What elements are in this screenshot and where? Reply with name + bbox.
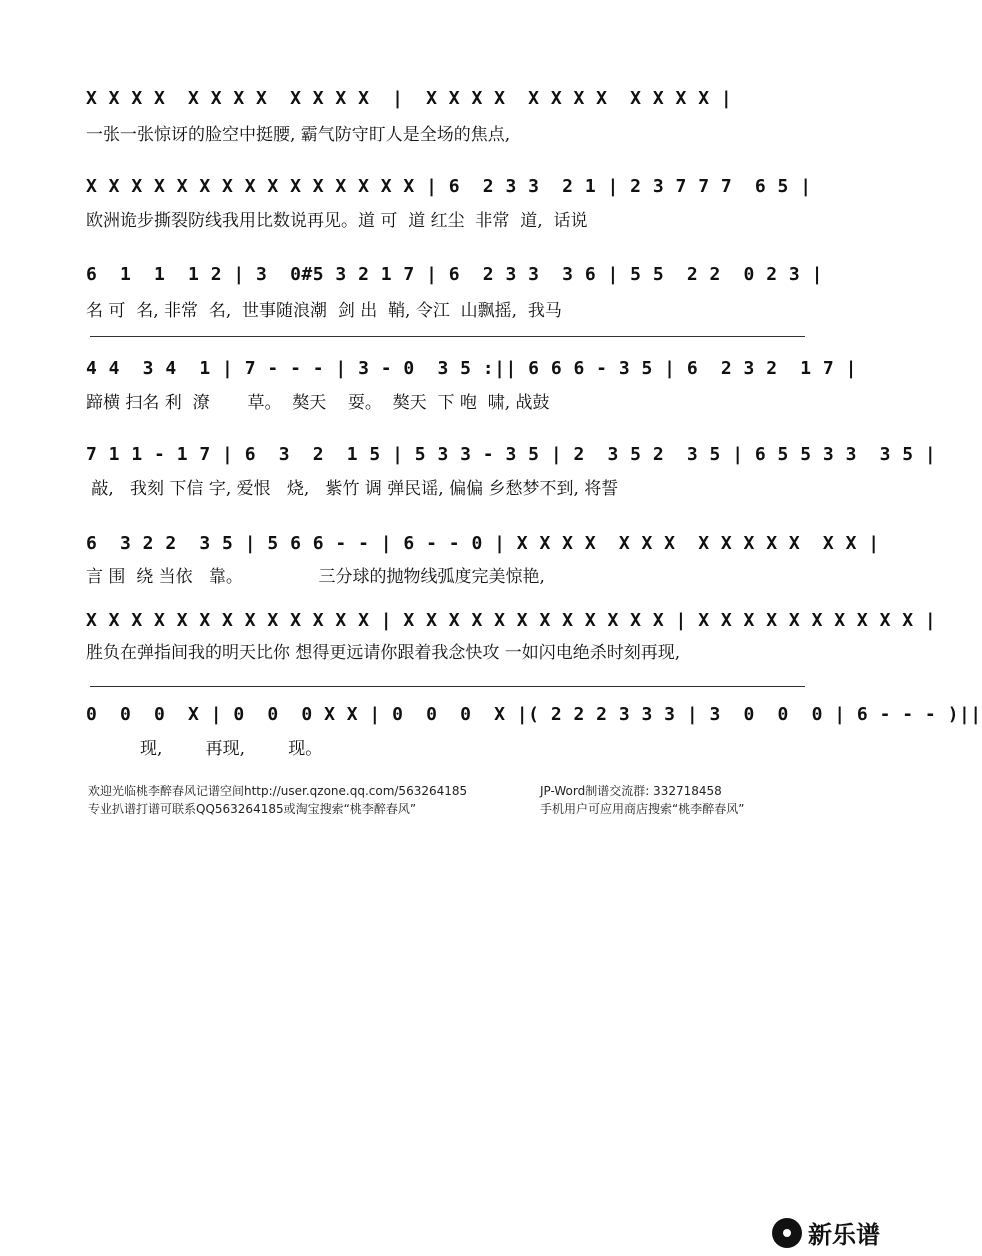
notation-row: X X X X X X X X X X X X X X X | 6 2 3 3 2 1 | 2 3 7 7 7 6 5 | — [86, 176, 812, 197]
notation-row: 4 4 3 4 1 | 7 - - - | 3 - 0 3 5 :|| 6 6 6 - 3 5 | 6 2 3 2 1 7 | — [86, 358, 857, 379]
footer-text: 欢迎光临桃李醉春风记谱空间http://user.qzone.qq.com/563264185 — [88, 784, 468, 798]
vinyl-disc-icon — [772, 1218, 802, 1248]
lyrics-row: 名 可 名, 非常 名, 世事随浪潮 剑 出 鞘, 令江 山飘摇, 我马 — [86, 301, 562, 321]
brand-name: 新乐谱 — [808, 1221, 880, 1249]
volta-bracket — [90, 336, 805, 337]
lyrics-row: 胜负在弹指间我的明天比你 想得更远请你跟着我念快攻 一如闪电绝杀时刻再现, — [86, 643, 681, 663]
lyrics-row: 言 围 绕 当依 靠。 三分球的抛物线弧度完美惊艳, — [86, 567, 545, 587]
notation-row: 0 0 0 X | 0 0 0 X X | 0 0 0 X |( 2 2 2 3 3 3 | 3 0 0 0 | 6 - - - )|| — [86, 704, 982, 725]
volta-bracket — [90, 686, 805, 687]
footer-text: 专业扒谱打谱可联系QQ563264185或淘宝搜索“桃李醉春风” — [88, 802, 417, 816]
brand-logo[interactable] — [772, 1215, 880, 1250]
notation-row: 7 1 1 - 1 7 | 6 3 2 1 5 | 5 3 3 - 3 5 | 2 3 5 2 3 5 | 6 5 5 3 3 3 5 | — [86, 444, 937, 465]
footer-text: JP-Word制谱交流群: 332718458 — [540, 784, 722, 798]
notation-row: X X X X X X X X X X X X | X X X X X X X X X X X X | — [86, 88, 733, 109]
notation-row: 6 1 1 1 2 | 3 0#5 3 2 1 7 | 6 2 3 3 3 6 | 5 5 2 2 0 2 3 | — [86, 264, 823, 285]
notation-row: 6 3 2 2 3 5 | 5 6 6 - - | 6 - - 0 | X X X X X X X X X X X X X X | — [86, 533, 880, 554]
lyrics-row: 欧洲诡步撕裂防线我用比数说再见。道 可 道 红尘 非常 道, 话说 — [86, 211, 588, 231]
footer-text: 手机用户可应用商店搜索“桃李醉春风” — [540, 802, 745, 816]
lyrics-row: 敲, 我刻 下信 字, 爱恨 烧, 紫竹 调 弹民谣, 偏偏 乡愁梦不到, 将誓 — [86, 479, 619, 499]
lyrics-row: 一张一张惊讶的脸空中挺腰, 霸气防守盯人是全场的焦点, — [86, 125, 511, 145]
notation-row: X X X X X X X X X X X X X | X X X X X X X X X X X X | X X X X X X X X X X | — [86, 610, 937, 631]
lyrics-row: 现, 再现, 现。 — [86, 739, 323, 759]
lyrics-row: 蹄横 扫名 利 潦 草。 獒天 耍。 獒天 下 咆 啸, 战鼓 — [86, 393, 550, 413]
